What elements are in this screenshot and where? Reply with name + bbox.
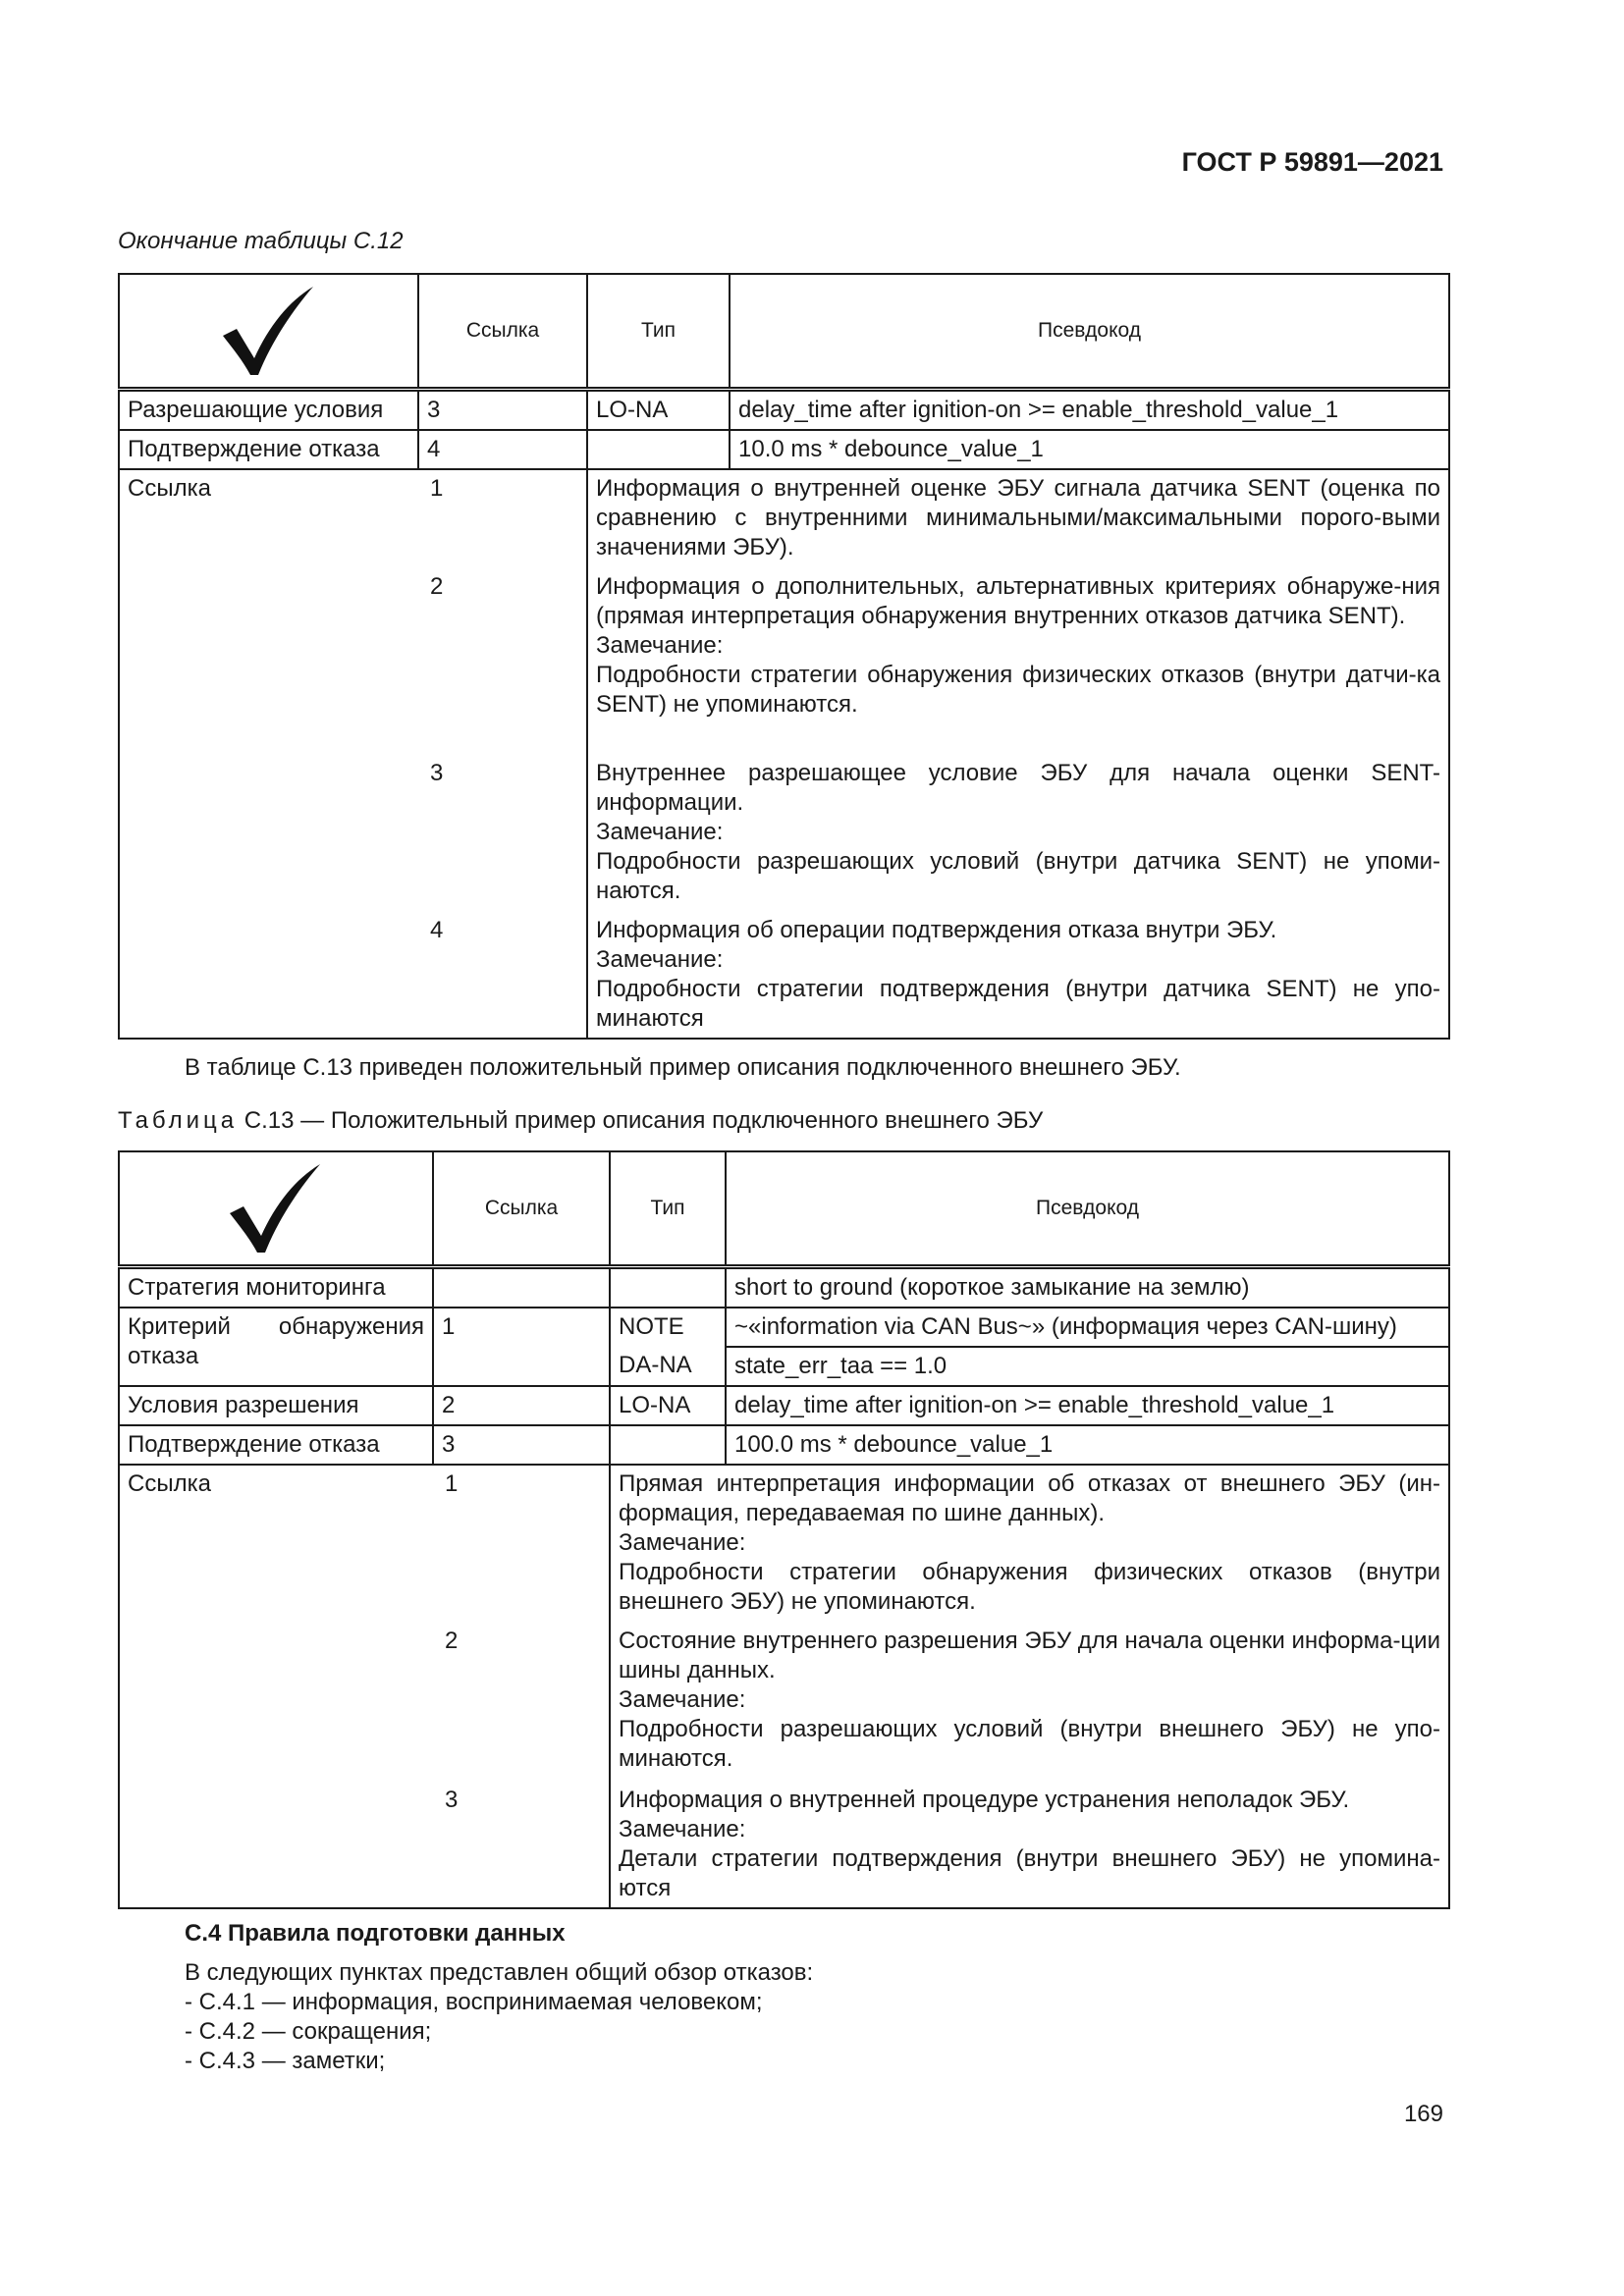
ref-number: 4: [430, 917, 444, 943]
table-row: [119, 390, 1449, 431]
ref-note-text: Подробности стратегии подтверждения (внутри датчика SENT) не упо-минаются: [596, 976, 1440, 1032]
ref-note-text: Подробности стратегии обнаружения физических отказов (внутри датчи-ка SENT) не упоминаются.: [596, 662, 1440, 718]
section-list-item: - С.4.2 — сокращения;: [185, 2018, 432, 2045]
row-ref: 1: [433, 1308, 610, 1386]
ref-note-label: Замечание:: [596, 632, 724, 659]
row-code: 100.0 ms * debounce_value_1: [726, 1425, 1449, 1465]
refs-numbers: [418, 469, 587, 1039]
row-type: DA-NA: [610, 1347, 726, 1386]
table-row: [119, 1425, 1449, 1465]
row-type: NOTE: [610, 1308, 726, 1347]
ref-number: 1: [430, 475, 444, 502]
ref-text: Информация об операции подтверждения отказа внутри ЭБУ.: [596, 917, 1277, 943]
table-row: [119, 1386, 1449, 1425]
ref-number: 1: [445, 1470, 459, 1497]
ref-note-label: Замечание:: [619, 1816, 746, 1842]
header-type: Тип: [587, 274, 730, 390]
table-row: [119, 1308, 1449, 1347]
ref-text: Информация о дополнительных, альтернативных критериях обнаруже-ния (прямая интерпретация обнаружения внутренних отказов датчика SENT).: [596, 573, 1440, 629]
row-name: Подтверждение отказа: [119, 430, 418, 469]
row-name: Условия разрешения: [119, 1386, 433, 1425]
references-row: [119, 1465, 1449, 1908]
refs-numbers: [433, 1465, 610, 1908]
ref-number: 3: [445, 1787, 459, 1813]
section-list-item: - С.4.1 — информация, воспринимаемая человеком;: [185, 1989, 763, 2015]
refs-label: Ссылка: [119, 469, 418, 1039]
header-type: Тип: [610, 1151, 726, 1267]
ref-note-text: Детали стратегии подтверждения (внутри внешнего ЭБУ) не упомина-ются: [619, 1845, 1440, 1901]
ref-number: 2: [445, 1628, 459, 1654]
row-ref: [433, 1267, 610, 1308]
section-title: С.4 Правила подготовки данных: [185, 1920, 566, 1947]
refs-texts: [587, 469, 1449, 1039]
row-ref: 4: [418, 430, 587, 469]
row-code: delay_time after ignition-on >= enable_threshold_value_1: [726, 1386, 1449, 1425]
ref-number: 3: [430, 760, 444, 786]
document-code: ГОСТ Р 59891—2021: [1181, 147, 1443, 177]
row-name: Стратегия мониторинга: [119, 1267, 433, 1308]
row-name: Критерий обнаружения отказа: [119, 1308, 433, 1386]
header-pseudocode: Псевдокод: [726, 1151, 1449, 1267]
ref-note-text: Подробности разрешающих условий (внутри внешнего ЭБУ) не упо-минаются.: [619, 1716, 1440, 1772]
ref-text: Информация о внутренней оценке ЭБУ сигнала датчика SENT (оценка по сравнению с внутренними минимальными/максимальными порого-выми значениями ЭБУ).: [596, 475, 1440, 561]
table-caption-title: С.13 — Положительный пример описания подключенного внешнего ЭБУ: [244, 1107, 1044, 1134]
row-code: short to ground (короткое замыкание на землю): [726, 1267, 1449, 1308]
row-ref: 3: [418, 390, 587, 431]
header-ref: Ссылка: [433, 1151, 610, 1267]
ref-text: Внутреннее разрешающее условие ЭБУ для начала оценки SENT-информации.: [596, 760, 1440, 816]
row-name: Подтверждение отказа: [119, 1425, 433, 1465]
table-row: [119, 1267, 1449, 1308]
ref-text: Прямая интерпретация информации об отказах от внешнего ЭБУ (ин-формация, передаваемая по шине данных).: [619, 1470, 1440, 1526]
intro-paragraph: В таблице С.13 приведен положительный пример описания подключенного внешнего ЭБУ.: [185, 1054, 1181, 1081]
row-code: delay_time after ignition-on >= enable_threshold_value_1: [730, 390, 1449, 431]
row-code: ~«information via CAN Bus~» (информация через CAN-шину): [726, 1308, 1449, 1347]
table-caption-prefix: Таблица: [118, 1107, 239, 1134]
ref-note-label: Замечание:: [619, 1529, 746, 1556]
section-intro: В следующих пунктах представлен общий обзор отказов:: [185, 1959, 814, 1986]
row-type: [610, 1267, 726, 1308]
checkmark-icon: [120, 1159, 432, 1257]
header-check-cell: [119, 274, 418, 390]
row-type: [587, 430, 730, 469]
row-code: 10.0 ms * debounce_value_1: [730, 430, 1449, 469]
ref-note-label: Замечание:: [619, 1686, 746, 1713]
ref-note-text: Подробности стратегии обнаружения физических отказов (внутри внешнего ЭБУ) не упоминаются.: [619, 1559, 1440, 1615]
header-pseudocode: Псевдокод: [730, 274, 1449, 390]
row-ref: 3: [433, 1425, 610, 1465]
header-check-cell: [119, 1151, 433, 1267]
page-number: 169: [1403, 2101, 1443, 2127]
section-list-item: - С.4.3 — заметки;: [185, 2048, 386, 2074]
table-row: [119, 430, 1449, 469]
row-type: LO-NA: [587, 390, 730, 431]
row-ref: 2: [433, 1386, 610, 1425]
table-c12: [118, 273, 1450, 1040]
table-13-caption: [118, 1107, 1043, 1135]
row-code: state_err_taa == 1.0: [726, 1347, 1449, 1386]
ref-number: 2: [430, 573, 444, 600]
table-c13: [118, 1150, 1450, 1909]
ref-text: Информация о внутренней процедуре устранения неполадок ЭБУ.: [619, 1787, 1350, 1813]
row-type: LO-NA: [610, 1386, 726, 1425]
ref-note-text: Подробности разрешающих условий (внутри датчика SENT) не упоми-наются.: [596, 848, 1440, 904]
checkmark-icon: [120, 282, 417, 380]
ref-text: Состояние внутреннего разрешения ЭБУ для начала оценки информа-ции шины данных.: [619, 1628, 1440, 1683]
refs-texts: [610, 1465, 1449, 1908]
ref-note-label: Замечание:: [596, 819, 724, 845]
header-ref: Ссылка: [418, 274, 587, 390]
table-12-caption: Окончание таблицы С.12: [118, 228, 404, 254]
refs-label: Ссылка: [119, 1465, 433, 1908]
row-name: Разрешающие условия: [119, 390, 418, 431]
references-row: [119, 469, 1449, 1039]
row-type: [610, 1425, 726, 1465]
ref-note-label: Замечание:: [596, 946, 724, 973]
